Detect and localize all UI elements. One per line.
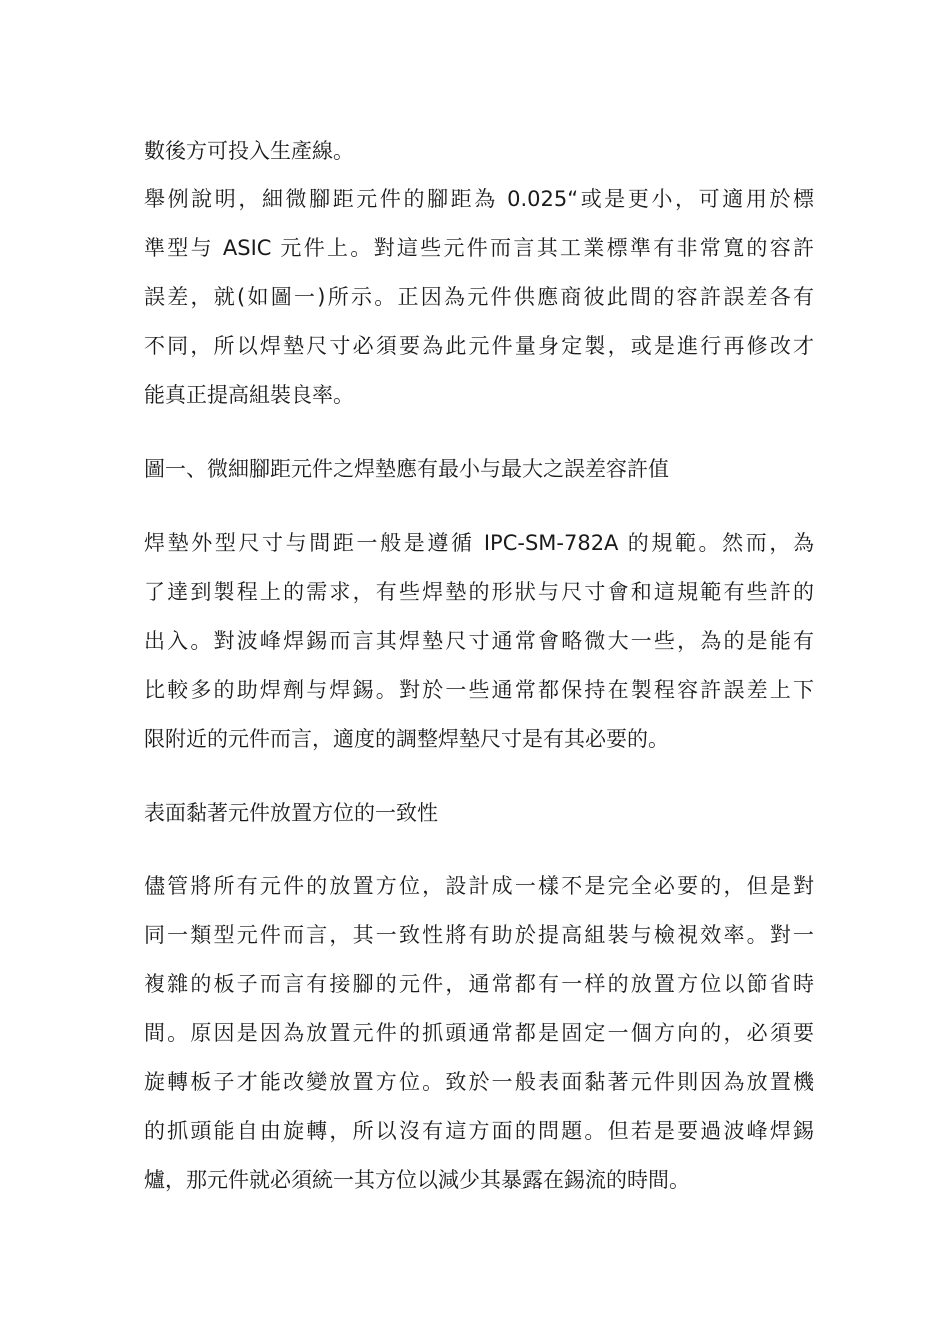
paragraph-line: 了達到製程上的需求，有些焊墊的形狀与尺寸會和這規範有些許的 xyxy=(144,580,814,604)
paragraph-line: 不同，所以焊墊尺寸必須要為此元件量身定製，或是進行再修改才 xyxy=(144,334,814,358)
paragraph-line: 爐，那元件就必須統一其方位以減少其暴露在錫流的時間。 xyxy=(144,1168,690,1192)
paragraph-line: 比較多的助焊劑与焊錫。對於一些通常都保持在製程容許誤差上下 xyxy=(144,678,814,702)
paragraph-line: 焊墊外型尺寸与間距一般是遵循 IPC-SM-782A 的規範。然而，為 xyxy=(144,531,814,555)
paragraph-line: 旋轉板子才能改變放置方位。致於一般表面黏著元件則因為放置機 xyxy=(144,1070,814,1094)
section-heading: 表面黏著元件放置方位的一致性 xyxy=(144,801,438,825)
paragraph-line: 準型与 ASIC 元件上。對這些元件而言其工業標準有非常寬的容許 xyxy=(144,236,814,260)
paragraph-line: 儘管將所有元件的放置方位，設計成一樣不是完全必要的，但是對 xyxy=(144,874,814,898)
paragraph-line: 間。原因是因為放置元件的抓頭通常都是固定一個方向的，必須要 xyxy=(144,1021,814,1045)
paragraph-line: 複雜的板子而言有接腳的元件，通常都有一样的放置方位以節省時 xyxy=(144,972,814,996)
paragraph-line: 能真正提高組裝良率。 xyxy=(144,383,354,407)
paragraph-line: 舉例說明，細微腳距元件的腳距為 0.025“或是更小，可適用於標 xyxy=(144,187,814,211)
paragraph-line: 限附近的元件而言，適度的調整焊墊尺寸是有其必要的。 xyxy=(144,727,669,751)
paragraph-line: 的抓頭能自由旋轉，所以沒有這方面的問題。但若是要過波峰焊錫 xyxy=(144,1119,814,1143)
paragraph-line: 同一類型元件而言，其一致性將有助於提高組裝与檢視效率。對一 xyxy=(144,923,814,947)
paragraph-line: 出入。對波峰焊錫而言其焊墊尺寸通常會略微大一些，為的是能有 xyxy=(144,629,814,653)
paragraph-line: 數後方可投入生產線。 xyxy=(144,139,354,163)
paragraph-line: 誤差，就(如圖一)所示。正因為元件供應商彼此間的容許誤差各有 xyxy=(144,285,814,309)
figure-caption: 圖一、微細腳距元件之焊墊應有最小与最大之誤差容許值 xyxy=(144,457,669,481)
